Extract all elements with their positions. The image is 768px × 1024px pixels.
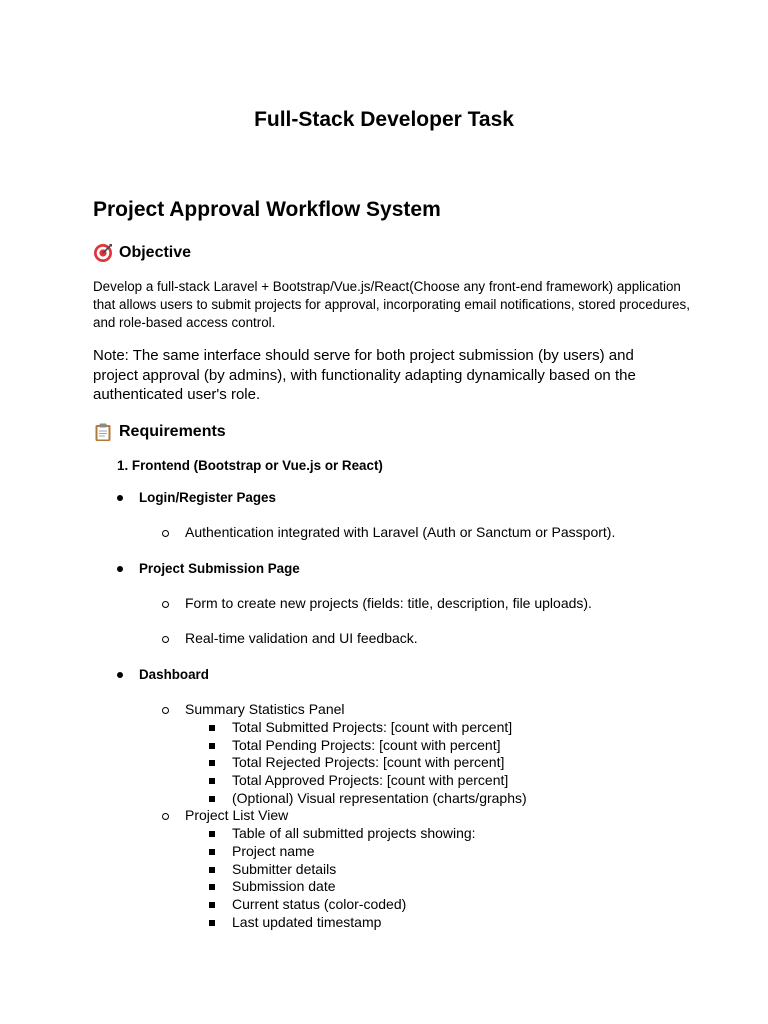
bullet-square — [209, 796, 215, 802]
summary-item: Total Approved Projects: [count with percent] — [232, 772, 509, 788]
target-icon — [93, 243, 113, 263]
bullet-circle — [162, 601, 169, 608]
bullet-square — [209, 725, 215, 731]
submission-item: Real-time validation and UI feedback. — [185, 630, 418, 646]
objective-paragraph: Develop a full-stack Laravel + Bootstrap/Vue.js/React(Choose any front-end framework) application that allows users to submit projects for approval, incorporating email notifications, stored procedures, and role-based access control. — [93, 279, 690, 330]
requirements-heading — [93, 422, 226, 442]
list-item: Last updated timestamp — [232, 914, 382, 930]
submission-item: Form to create new projects (fields: title, description, file uploads). — [185, 595, 592, 611]
objective-heading — [93, 243, 191, 263]
objective-note: Note: The same interface should serve for both project submission (by users) and project approval (by admins), with functionality adapting dynamically based on the authenticated user's role. — [93, 347, 636, 403]
requirements-label: Requirements — [119, 423, 226, 440]
bullet-square — [209, 902, 215, 908]
document-title: Full-Stack Developer Task — [254, 108, 514, 131]
bullet-square — [209, 743, 215, 749]
login-register-label: Login/Register Pages — [139, 490, 276, 505]
project-heading: Project Approval Workflow System — [93, 198, 441, 221]
summary-item: (Optional) Visual representation (charts/graphs) — [232, 790, 527, 806]
bullet-circle — [162, 530, 169, 537]
bullet-square — [209, 849, 215, 855]
project-submission-label: Project Submission Page — [139, 561, 300, 576]
bullet-square — [209, 920, 215, 926]
bullet-circle — [162, 813, 169, 820]
list-item: Project name — [232, 843, 315, 859]
list-item: Current status (color-coded) — [232, 896, 407, 912]
project-list-label: Project List View — [185, 807, 289, 823]
dashboard-label: Dashboard — [139, 667, 209, 682]
bullet-square — [209, 760, 215, 766]
bullet-circle — [162, 707, 169, 714]
bullet-square — [209, 831, 215, 837]
objective-label: Objective — [119, 244, 192, 261]
summary-statistics-label: Summary Statistics Panel — [185, 701, 345, 717]
login-item: Authentication integrated with Laravel (Auth or Sanctum or Passport). — [185, 524, 616, 540]
bullet-square — [209, 867, 215, 873]
list-item: Table of all submitted projects showing: — [232, 825, 476, 841]
bullet-dot — [117, 566, 123, 572]
bullet-dot — [117, 672, 123, 678]
list-item: Submitter details — [232, 861, 337, 877]
summary-item: Total Submitted Projects: [count with percent] — [232, 719, 513, 735]
frontend-heading: 1. Frontend (Bootstrap or Vue.js or React) — [117, 458, 383, 473]
bullet-square — [209, 778, 215, 784]
summary-item: Total Pending Projects: [count with percent] — [232, 737, 501, 753]
clipboard-icon — [93, 422, 113, 442]
bullet-circle — [162, 636, 169, 643]
summary-item: Total Rejected Projects: [count with percent] — [232, 754, 505, 770]
bullet-dot — [117, 495, 123, 501]
bullet-square — [209, 884, 215, 890]
list-item: Submission date — [232, 878, 336, 894]
